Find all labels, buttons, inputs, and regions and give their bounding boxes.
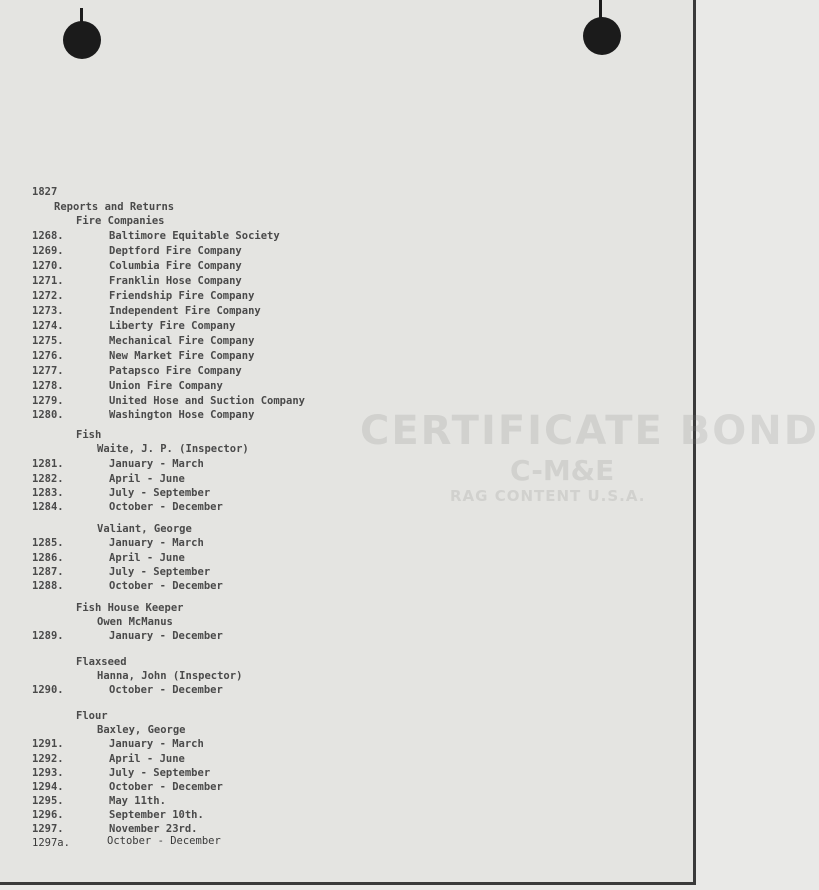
list-item	[0, 230, 693, 244]
watermark-line: RAG CONTENT U.S.A.	[450, 487, 646, 505]
item-text: Mechanical Fire Company	[109, 335, 255, 347]
item-number: 1292.	[32, 753, 64, 765]
item-number: 1285.	[32, 537, 64, 549]
group-heading: Flaxseed	[76, 656, 127, 668]
item-number: 1274.	[32, 320, 64, 332]
group-heading: Fire Companies	[76, 215, 165, 227]
list-item	[0, 260, 693, 274]
item-number: 1294.	[32, 781, 64, 793]
list-item	[0, 473, 693, 487]
list-item	[0, 335, 693, 349]
item-text: Union Fire Company	[109, 380, 223, 392]
item-text: Patapsco Fire Company	[109, 365, 242, 377]
list-item	[0, 767, 693, 781]
list-item	[0, 809, 693, 823]
watermark-line: CERTIFICATE BOND	[360, 408, 819, 454]
item-text: January - March	[109, 537, 204, 549]
subgroup-name: Owen McManus	[97, 616, 173, 628]
punch-hole-tab	[599, 0, 602, 18]
item-number: 1286.	[32, 552, 64, 564]
item-text: Baltimore Equitable Society	[109, 230, 280, 242]
subgroup-name: Waite, J. P. (Inspector)	[97, 443, 249, 455]
item-number: 1282.	[32, 473, 64, 485]
item-text: October - December	[109, 684, 223, 696]
item-number: 1287.	[32, 566, 64, 578]
item-number: 1283.	[32, 487, 64, 499]
list-item	[0, 320, 693, 334]
section-heading: Reports and Returns	[54, 201, 175, 213]
list-item	[0, 566, 693, 580]
watermark-line: C-M&E	[510, 454, 615, 487]
list-item	[0, 350, 693, 364]
year-heading: 1827	[32, 186, 58, 198]
item-text: Liberty Fire Company	[109, 320, 236, 332]
item-text: January - March	[109, 458, 204, 470]
item-text: September 10th.	[109, 809, 204, 821]
list-item	[0, 738, 693, 752]
item-text: January - March	[109, 738, 204, 750]
item-number: 1284.	[32, 501, 64, 513]
list-item	[0, 380, 693, 394]
subgroup-name: Valiant, George	[97, 523, 192, 535]
item-number: 1273.	[32, 305, 64, 317]
item-number: 1272.	[32, 290, 64, 302]
item-number: 1275.	[32, 335, 64, 347]
item-text: May 11th.	[109, 795, 166, 807]
item-text: United Hose and Suction Company	[109, 395, 305, 407]
item-text: July - September	[109, 566, 211, 578]
item-number: 1288.	[32, 580, 64, 592]
item-text: July - September	[109, 767, 211, 779]
subgroup-name: Hanna, John (Inspector)	[97, 670, 243, 682]
item-number: 1296.	[32, 809, 64, 821]
list-item	[0, 395, 693, 409]
list-item	[0, 305, 693, 319]
item-number: 1271.	[32, 275, 64, 287]
list-item	[0, 684, 693, 698]
item-number: 1276.	[32, 350, 64, 362]
item-text: July - September	[109, 487, 211, 499]
item-text: Washington Hose Company	[109, 409, 255, 421]
list-item	[0, 487, 693, 501]
list-item	[0, 501, 693, 515]
item-text: January - December	[109, 630, 223, 642]
list-item	[0, 409, 693, 423]
group-heading: Flour	[76, 710, 108, 722]
item-number: 1270.	[32, 260, 64, 272]
group-heading: Fish House Keeper	[76, 602, 184, 614]
item-number: 1293.	[32, 767, 64, 779]
list-item	[0, 458, 693, 472]
item-number: 1297a.	[32, 837, 70, 849]
item-text: October - December	[109, 580, 223, 592]
item-text: April - June	[109, 753, 185, 765]
item-text: Columbia Fire Company	[109, 260, 242, 272]
item-text: Franklin Hose Company	[109, 275, 242, 287]
punch-hole	[583, 17, 621, 55]
list-item	[0, 753, 693, 767]
item-text: April - June	[109, 552, 185, 564]
item-text: April - June	[109, 473, 185, 485]
item-number: 1295.	[32, 795, 64, 807]
item-number: 1279.	[32, 395, 64, 407]
item-text: October - December	[109, 781, 223, 793]
list-item	[0, 829, 693, 849]
item-number: 1291.	[32, 738, 64, 750]
item-text: Independent Fire Company	[109, 305, 261, 317]
item-text: October - December	[107, 835, 221, 847]
item-number: 1280.	[32, 409, 64, 421]
list-item	[0, 290, 693, 304]
item-number: 1289.	[32, 630, 64, 642]
item-number: 1290.	[32, 684, 64, 696]
item-number: 1297.	[32, 823, 64, 835]
subgroup-name: Baxley, George	[97, 724, 186, 736]
list-item	[0, 245, 693, 259]
item-number: 1268.	[32, 230, 64, 242]
list-item	[0, 795, 693, 809]
punch-hole	[63, 21, 101, 59]
list-item	[0, 275, 693, 289]
list-item	[0, 781, 693, 795]
list-item	[0, 537, 693, 551]
item-number: 1281.	[32, 458, 64, 470]
list-item	[0, 552, 693, 566]
item-number: 1278.	[32, 380, 64, 392]
item-text: November 23rd.	[109, 823, 198, 835]
item-number: 1277.	[32, 365, 64, 377]
list-item	[0, 630, 693, 644]
item-text: Friendship Fire Company	[109, 290, 255, 302]
list-item	[0, 580, 693, 594]
item-text: October - December	[109, 501, 223, 513]
item-number: 1269.	[32, 245, 64, 257]
group-heading: Fish	[76, 429, 102, 441]
item-text: New Market Fire Company	[109, 350, 255, 362]
list-item	[0, 365, 693, 379]
item-text: Deptford Fire Company	[109, 245, 242, 257]
